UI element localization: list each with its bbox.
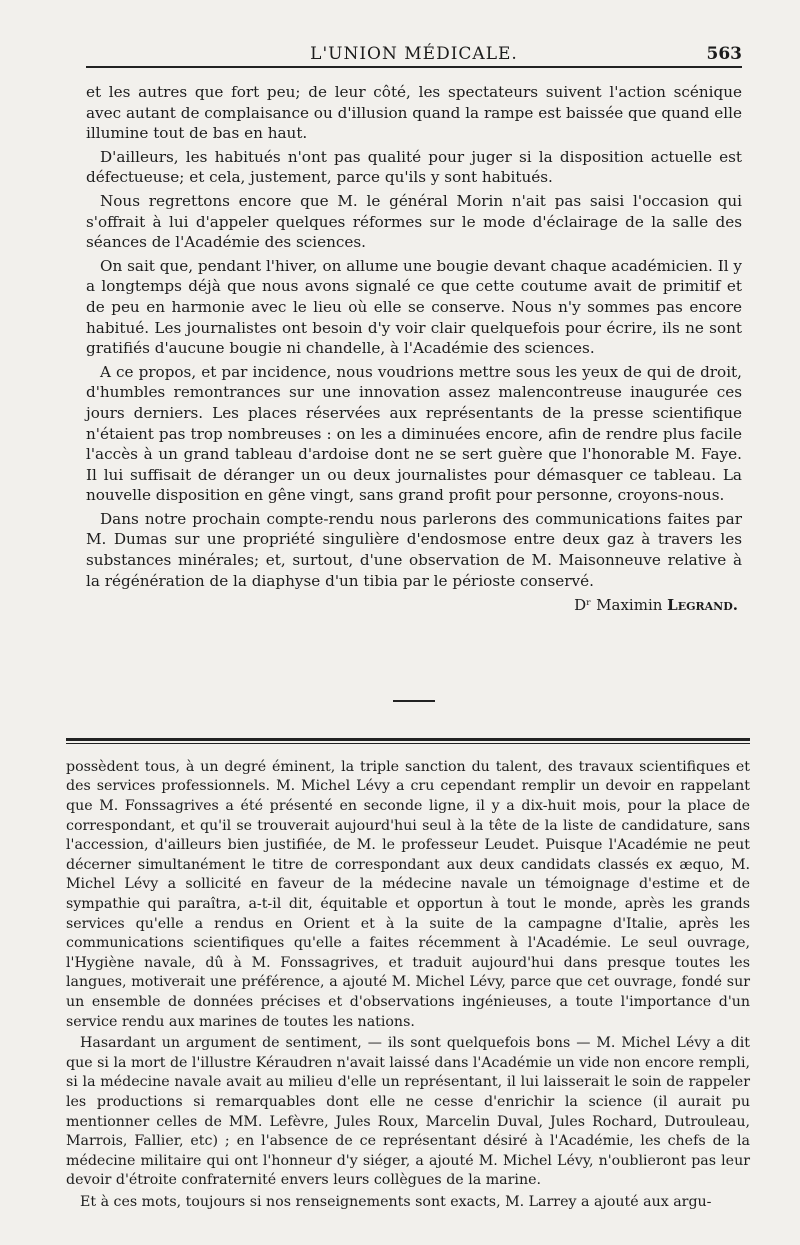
paragraph: A ce propos, et par incidence, nous voudrions mettre sous les yeux de qui de droit, d'humbles remontrances sur une innovation assez malencontreuse inaugurée ces jours derniers. Les places réservées aux représentants de la presse scientifique n'étaient pas trop nombreuses : on les a diminuées encore, afin de rendre plus facile l'accès à un grand tableau d'ardoise dont ne se sert guère que l'honorable M. Faye. Il lui suffisait de déranger un ou deux journalistes pour démasquer ce tableau. La nouvelle disposition en gêne vingt, sans grand profit pour personne, croyons-nous. xyxy=(86,362,742,505)
page-header xyxy=(86,0,742,66)
paragraph: Nous regrettons encore que M. le général Morin n'ait pas saisi l'occasion qui s'offrait à lui d'appeler quelques réformes sur le mode d'éclairage de la salle des séances de l'Académie des sciences. xyxy=(86,191,742,252)
article-lower-section xyxy=(66,758,750,1213)
signature-name: Legrand. xyxy=(667,596,738,615)
section-divider xyxy=(393,700,435,702)
feuilleton-rule xyxy=(66,738,750,744)
running-title: L'UNION MÉDICALE. xyxy=(310,44,518,64)
page-number: 563 xyxy=(706,44,742,64)
paragraph: D'ailleurs, les habitués n'ont pas qualité pour juger si la disposition actuelle est défectueuse; et cela, justement, parce qu'ils y sont habitués. xyxy=(86,147,742,187)
author-signature xyxy=(86,595,742,616)
paragraph: Et à ces mots, toujours si nos renseignements sont exacts, M. Larrey a ajouté aux argu- xyxy=(80,1193,712,1210)
paragraph: On sait que, pendant l'hiver, on allume une bougie devant chaque académicien. Il y a longtemps déjà que nous avons signalé ce que cette coutume avait de primitif et de peu en harmonie avec le lieu où elle se conserve. Nous n'y sommes pas encore habitué. Les journalistes ont besoin d'y voir clair quelquefois pour écrire, ils ne sont gratifiés d'aucune bougie ni chandelle, à l'Académie des sciences. xyxy=(86,256,742,358)
paragraph: Hasardant un argument de sentiment, — ils sont quelquefois bons — M. Michel Lévy a dit que si la mort de l'illustre Kéraudren n'avait laissé dans l'Académie un vide non encore rempli, si la médecine navale avait au milieu d'elle un représentant, il lui laisserait le soin de rappeler les productions si remarquables dont elle ne cesse d'enrichir la science (il aurait pu mentionner celles de MM. Lefèvre, Jules Roux, Marcelin Duval, Jules Rochard, Dutrouleau, Marrois, Fallier, etc) ; en l'absence de ce représentant désiré à l'Académie, les chefs de la médecine militaire qui ont l'honneur d'y siéger, a ajouté M. Michel Lévy, n'oublieront pas leur devoir d'étroite confraternité envers leurs collègues de la marine. xyxy=(66,1035,750,1189)
paragraph: Dans notre prochain compte-rendu nous parlerons des communications faites par M. Dumas sur une propriété singulière d'endosmose entre deux gaz à travers les substances minérales; et, surtout, d'une observation de M. Maisonneuve relative à la régénération de la diaphyse d'un tibia par le périoste conservé. xyxy=(86,509,742,590)
paragraph: et les autres que fort peu; de leur côté, les spectateurs suivent l'action scénique avec autant de complaisance ou d'illusion quand la rampe est baissée que quand elle illumine tout de bas en haut. xyxy=(86,83,742,143)
article-upper-section xyxy=(86,82,742,616)
paragraph: possèdent tous, à un degré éminent, la triple sanction du talent, des travaux scientifiques et des services professionnels. M. Michel Lévy a cru cependant remplir un devoir en rappelant que M. Fonssagrives a été présenté en seconde ligne, il y a dix-huit mois, pour la place de correspondant, et qu'il se trouverait aujourd'hui seul à la tête de la liste de candidature, sans l'accession, d'ailleurs bien justifiée, de M. le professeur Leudet. Puisque l'Académie ne peut décerner simultanément le titre de correspondant aux deux candidats classés ex æquo, M. Michel Lévy a sollicité en faveur de la médecine navale un témoignage d'estime et de sympathie qui paraîtra, a-t-il dit, équitable et opportun à tout le monde, après les grands services qu'elle a rendus en Orient et à la suite de la campagne d'Italie, après les communications scientifiques qu'elle a faites récemment à l'Académie. Le seul ouvrage, l'Hygiène navale, dû à M. Fonssagrives, et traduit aujourd'hui dans presque toutes les langues, motiverait une préférence, a ajouté M. Michel Lévy, parce que cet ouvrage, fondé sur un ensemble de données précises et d'observations ingénieuses, a toute l'importance d'un service rendu aux marines de toutes les nations. xyxy=(66,758,750,1030)
header-rule xyxy=(86,66,742,68)
signature-prefix: Dʳ Maximin xyxy=(574,596,668,615)
